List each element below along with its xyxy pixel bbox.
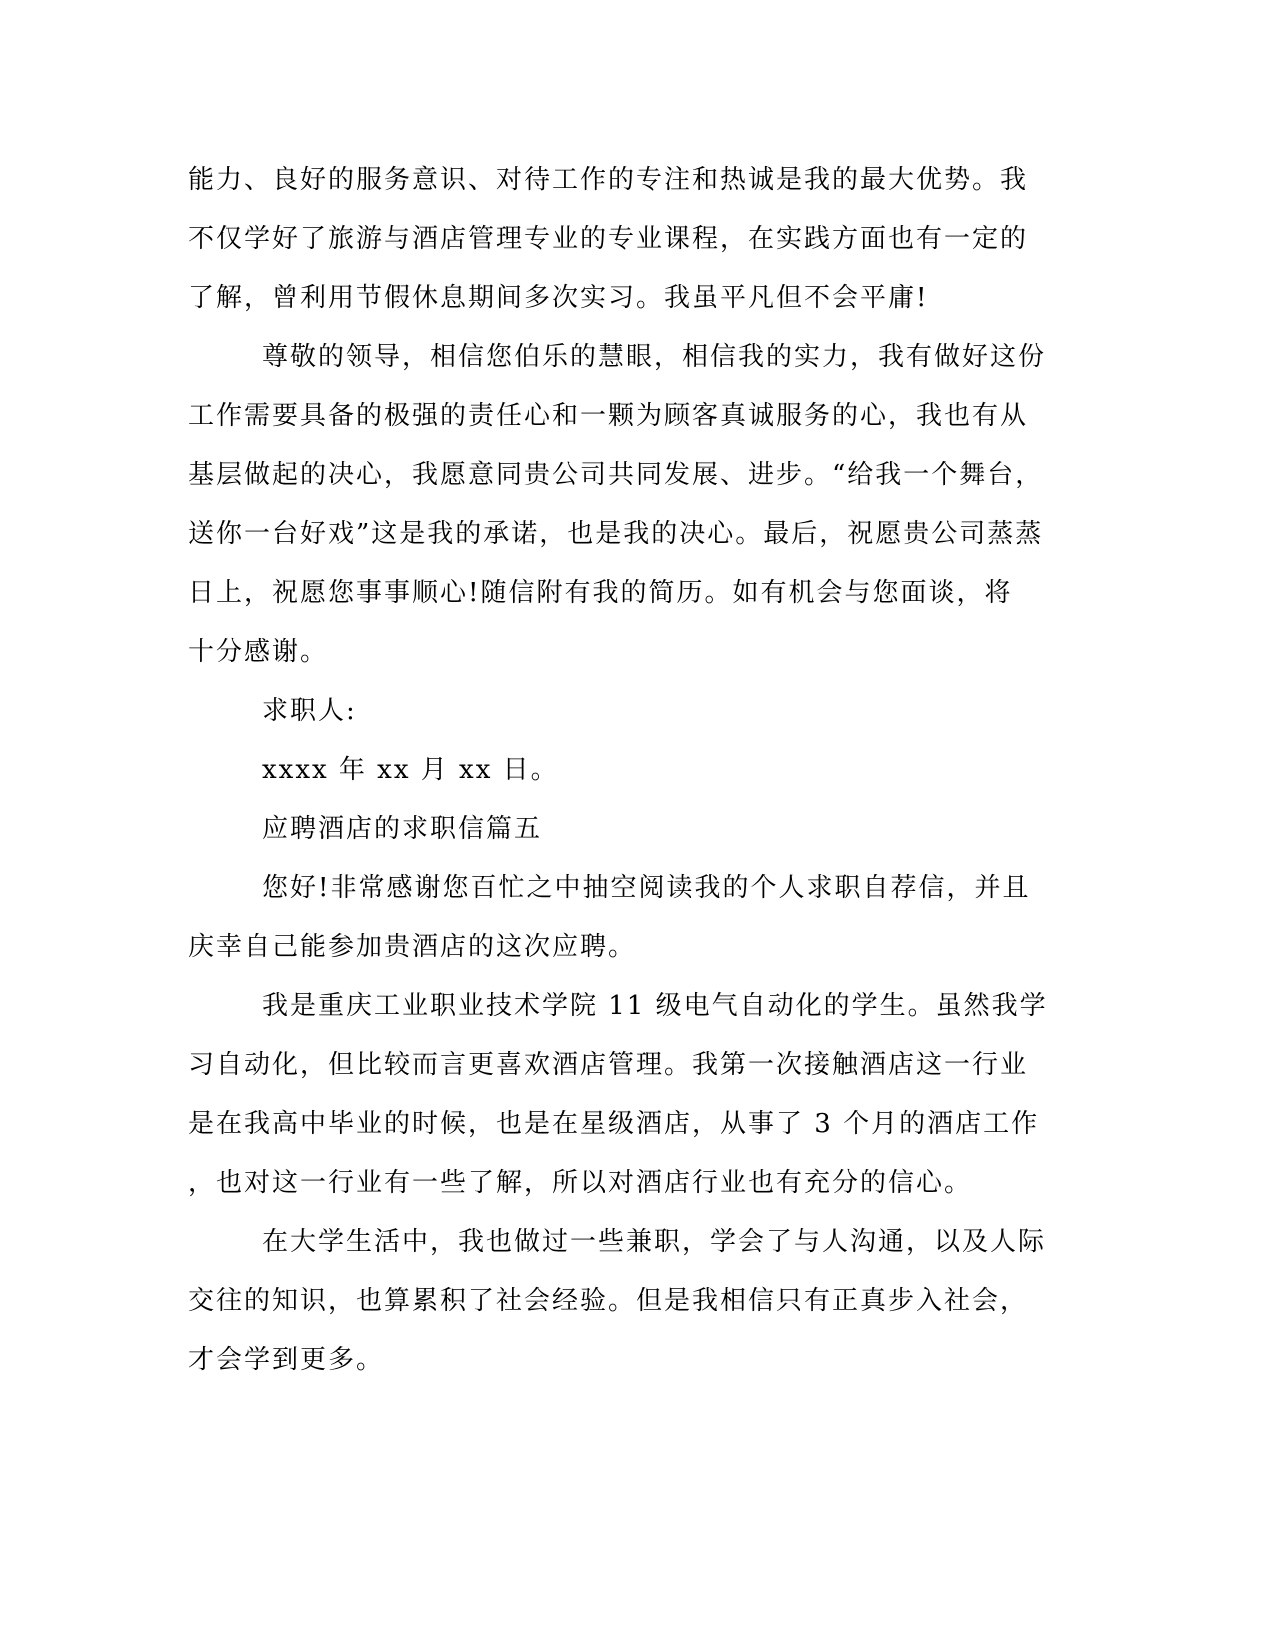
text-line: 习自动化，但比较而言更喜欢酒店管理。我第一次接触酒店这一行业 bbox=[188, 1050, 1029, 1080]
text-line: 尊敬的领导，相信您伯乐的慧眼，相信我的实力，我有做好这份 bbox=[262, 342, 1047, 372]
section-title: 应聘酒店的求职信篇五 bbox=[262, 814, 543, 844]
text-line: 了解，曾利用节假休息期间多次实习。我虽平凡但不会平庸! bbox=[188, 283, 929, 313]
text-line: 交往的知识，也算累积了社会经验。但是我相信只有正真步入社会， bbox=[188, 1286, 1029, 1316]
text-line: 您好!非常感谢您百忙之中抽空阅读我的个人求职自荐信，并且 bbox=[262, 873, 1031, 903]
signature-label: 求职人: bbox=[262, 696, 357, 726]
text-line: 日上，祝愿您事事顺心!随信附有我的简历。如有机会与您面谈，将 bbox=[188, 578, 1013, 608]
text-line: 十分感谢。 bbox=[188, 637, 329, 667]
text-line: 是在我高中毕业的时候，也是在星级酒店，从事了 3 个月的酒店工作 bbox=[188, 1109, 1040, 1139]
text-line: 才会学到更多。 bbox=[188, 1345, 385, 1375]
text-line: 在大学生活中，我也做过一些兼职，学会了与人沟通，以及人际 bbox=[262, 1227, 1047, 1257]
date-line: xxxx 年 xx 月 xx 日。 bbox=[262, 755, 559, 785]
text-line: 基层做起的决心，我愿意同贵公司共同发展、进步。“给我一个舞台， bbox=[188, 460, 1044, 490]
text-line: 庆幸自己能参加贵酒店的这次应聘。 bbox=[188, 932, 637, 962]
text-line: ，也对这一行业有一些了解，所以对酒店行业也有充分的信心。 bbox=[188, 1168, 973, 1198]
text-line: 送你一台好戏”这是我的承诺，也是我的决心。最后，祝愿贵公司蒸蒸 bbox=[188, 519, 1044, 549]
text-line: 我是重庆工业职业技术学院 11 级电气自动化的学生。虽然我学 bbox=[262, 991, 1048, 1021]
text-line: 不仅学好了旅游与酒店管理专业的专业课程，在实践方面也有一定的 bbox=[188, 224, 1029, 254]
text-line: 工作需要具备的极强的责任心和一颗为顾客真诚服务的心，我也有从 bbox=[188, 401, 1029, 431]
text-line: 能力、良好的服务意识、对待工作的专注和热诚是我的最大优势。我 bbox=[188, 165, 1029, 195]
